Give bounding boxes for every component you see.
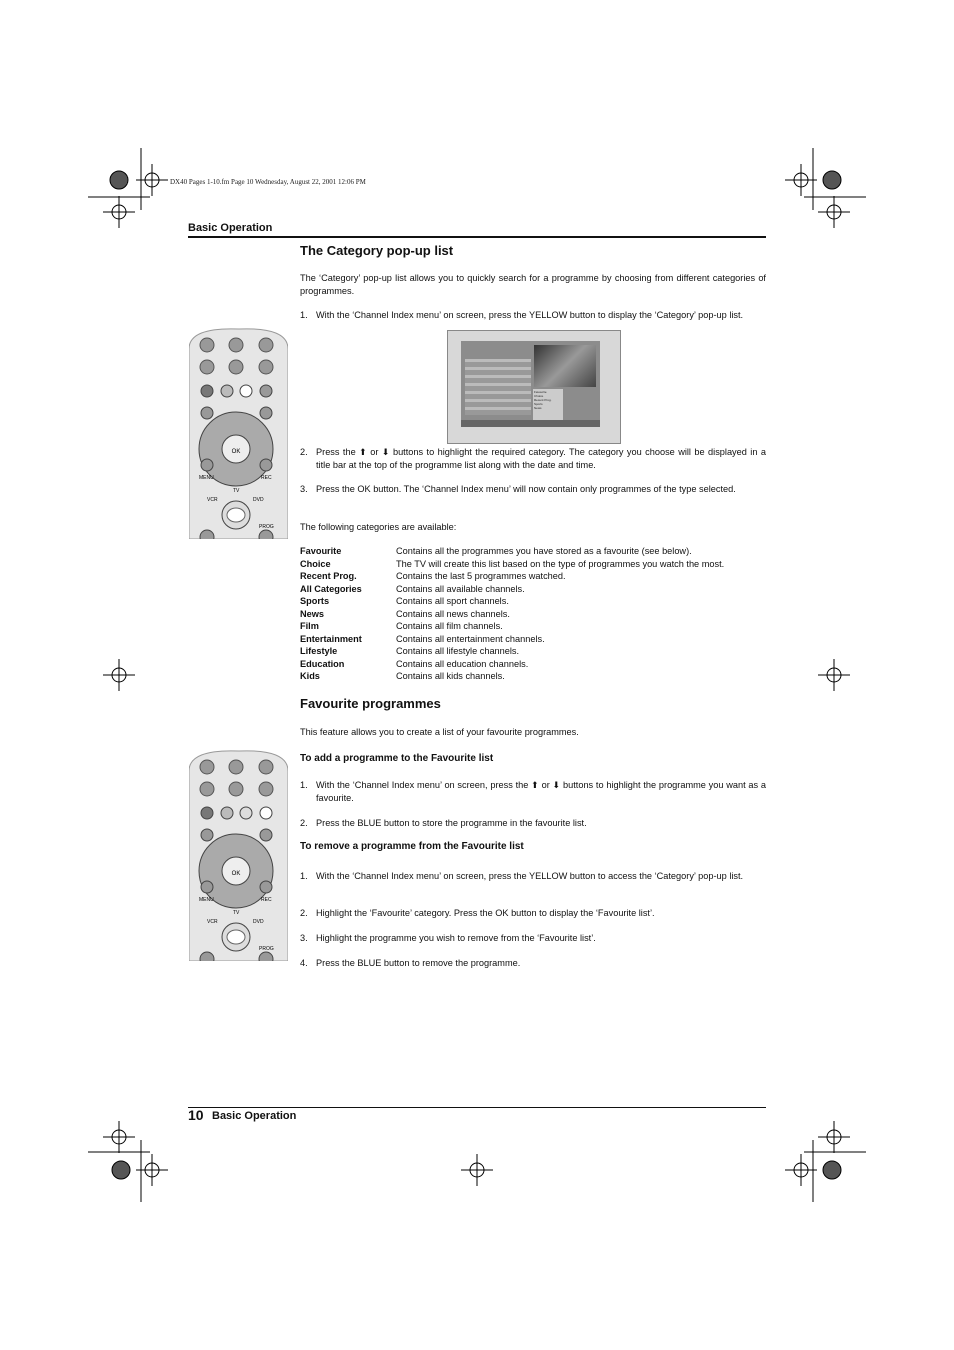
add-step-1 xyxy=(300,779,766,804)
tv-label: TV xyxy=(233,488,240,494)
category-name: Sports xyxy=(300,596,330,606)
category-name: Kids xyxy=(300,671,320,681)
category-desc: Contains all entertainment channels. xyxy=(396,633,545,644)
category-step-2 xyxy=(300,446,766,471)
category-row xyxy=(300,570,770,583)
remote-illustration-1 xyxy=(189,327,288,539)
tv-bottom-bar xyxy=(461,420,600,427)
prog-label: PROG xyxy=(259,524,274,530)
tv-programme-list xyxy=(465,359,531,415)
category-row xyxy=(300,645,770,658)
category-desc: Contains all kids channels. xyxy=(396,671,505,681)
category-name: Favourite xyxy=(300,546,342,556)
category-intro: The ‘Category’ pop-up list allows you to quickly search for a programme by choosing from different categories of programmes. xyxy=(300,273,766,296)
vcr-label: VCR xyxy=(207,919,218,925)
dvd-label: DVD xyxy=(253,919,264,925)
tv-screenshot xyxy=(447,330,621,444)
category-row xyxy=(300,620,770,633)
step-number: 1. xyxy=(300,871,308,881)
ok-button-label: OK xyxy=(231,871,241,877)
remote-illustration-2 xyxy=(189,749,288,961)
category-section-title: The Category pop-up list xyxy=(300,243,454,258)
favourite-intro: This feature allows you to create a list of your favourite programmes. xyxy=(300,727,579,737)
tv-picture xyxy=(534,345,596,387)
category-desc: Contains all education channels. xyxy=(396,658,529,669)
remove-step-3 xyxy=(300,932,766,945)
step-number: 2. xyxy=(300,818,308,828)
category-name: Choice xyxy=(300,558,331,569)
category-row xyxy=(300,633,770,646)
category-desc: Contains all available channels. xyxy=(396,583,525,594)
category-row xyxy=(300,658,770,671)
category-desc: Contains all film channels. xyxy=(396,621,503,631)
add-step-2 xyxy=(300,817,766,830)
categories-intro: The following categories are available: xyxy=(300,522,457,532)
ok-button-label: OK xyxy=(231,449,241,455)
footer-section: Basic Operation xyxy=(212,1110,297,1122)
rec-label: REC xyxy=(261,475,272,481)
category-step-3 xyxy=(300,483,766,496)
step-text: Press the ⬆ or ⬇ buttons to highlight the required category. The category you choose will be displayed in a title bar at the top of the programme list along with the date and time. xyxy=(316,447,766,470)
step-text: With the ‘Channel Index menu’ on screen, press the ⬆ or ⬇ buttons to highlight the programme you want as a favourite. xyxy=(316,780,766,803)
tv-category-popup xyxy=(533,389,563,421)
category-name: Film xyxy=(300,621,319,631)
category-name: All Categories xyxy=(300,583,362,594)
step-number: 3. xyxy=(300,484,308,494)
category-desc: Contains all the programmes you have stored as a favourite (see below). xyxy=(396,546,692,556)
tv-label: TV xyxy=(233,910,240,916)
category-row xyxy=(300,608,770,621)
step-text: With the ‘Channel Index menu’ on screen, press the YELLOW button to display the ‘Category’ pop-up list. xyxy=(316,310,744,320)
popup-item: Favourite xyxy=(534,390,547,394)
add-favourite-heading: To add a programme to the Favourite list xyxy=(300,753,494,764)
page-number: 10 xyxy=(188,1107,204,1123)
step-text: Press the OK button. The ‘Channel Index menu’ will now contain only programmes of the type selected. xyxy=(316,484,736,494)
step-number: 2. xyxy=(300,447,308,457)
print-info: DX40 Pages 1-10.fm Page 10 Wednesday, August 22, 2001 12:06 PM xyxy=(170,178,366,186)
category-desc: Contains all sport channels. xyxy=(396,596,509,606)
popup-item: Sports xyxy=(534,402,543,406)
popup-item: Recent Prog. xyxy=(534,398,552,402)
category-name: Education xyxy=(300,658,345,669)
step-text: With the ‘Channel Index menu’ on screen, press the YELLOW button to access the ‘Category’ pop-up list. xyxy=(316,871,744,881)
menu-label: MENU xyxy=(199,897,214,903)
category-row xyxy=(300,545,770,558)
popup-item: News xyxy=(534,406,542,410)
step-text: Highlight the ‘Favourite’ category. Press the OK button to display the ‘Favourite list’. xyxy=(316,908,655,918)
remove-step-4 xyxy=(300,957,766,970)
category-table xyxy=(300,545,770,683)
category-row xyxy=(300,558,770,571)
category-desc: The TV will create this list based on the type of programmes you watch the most. xyxy=(396,558,725,569)
category-desc: Contains the last 5 programmes watched. xyxy=(396,571,566,581)
category-row xyxy=(300,583,770,596)
category-name: Lifestyle xyxy=(300,646,338,656)
step-text: Press the BLUE button to remove the programme. xyxy=(316,958,521,968)
category-name: News xyxy=(300,608,325,619)
step-number: 2. xyxy=(300,908,308,918)
remove-step-2 xyxy=(300,907,766,920)
category-row xyxy=(300,595,770,608)
remove-favourite-heading: To remove a programme from the Favourite list xyxy=(300,841,524,852)
vcr-label: VCR xyxy=(207,497,218,503)
tv-screen xyxy=(461,341,600,427)
category-row xyxy=(300,670,770,683)
header-rule xyxy=(188,236,766,238)
rec-label: REC xyxy=(261,897,272,903)
category-name: Recent Prog. xyxy=(300,571,357,581)
footer-rule xyxy=(188,1107,766,1108)
prog-label: PROG xyxy=(259,946,274,952)
category-name: Entertainment xyxy=(300,633,362,644)
category-desc: Contains all news channels. xyxy=(396,608,510,619)
category-step-1 xyxy=(300,309,766,322)
category-desc: Contains all lifestyle channels. xyxy=(396,646,520,656)
step-number: 3. xyxy=(300,933,308,943)
popup-item: Choice xyxy=(534,394,544,398)
step-number: 1. xyxy=(300,310,308,320)
dvd-label: DVD xyxy=(253,497,264,503)
step-text: Highlight the programme you wish to remove from the ‘Favourite list’. xyxy=(316,933,596,943)
step-text: Press the BLUE button to store the programme in the favourite list. xyxy=(316,818,587,828)
menu-label: MENU xyxy=(199,475,214,481)
step-number: 4. xyxy=(300,958,308,968)
remove-step-1 xyxy=(300,870,766,883)
favourite-section-title: Favourite programmes xyxy=(300,696,441,711)
running-header: Basic Operation xyxy=(188,222,273,234)
step-number: 1. xyxy=(300,780,308,790)
